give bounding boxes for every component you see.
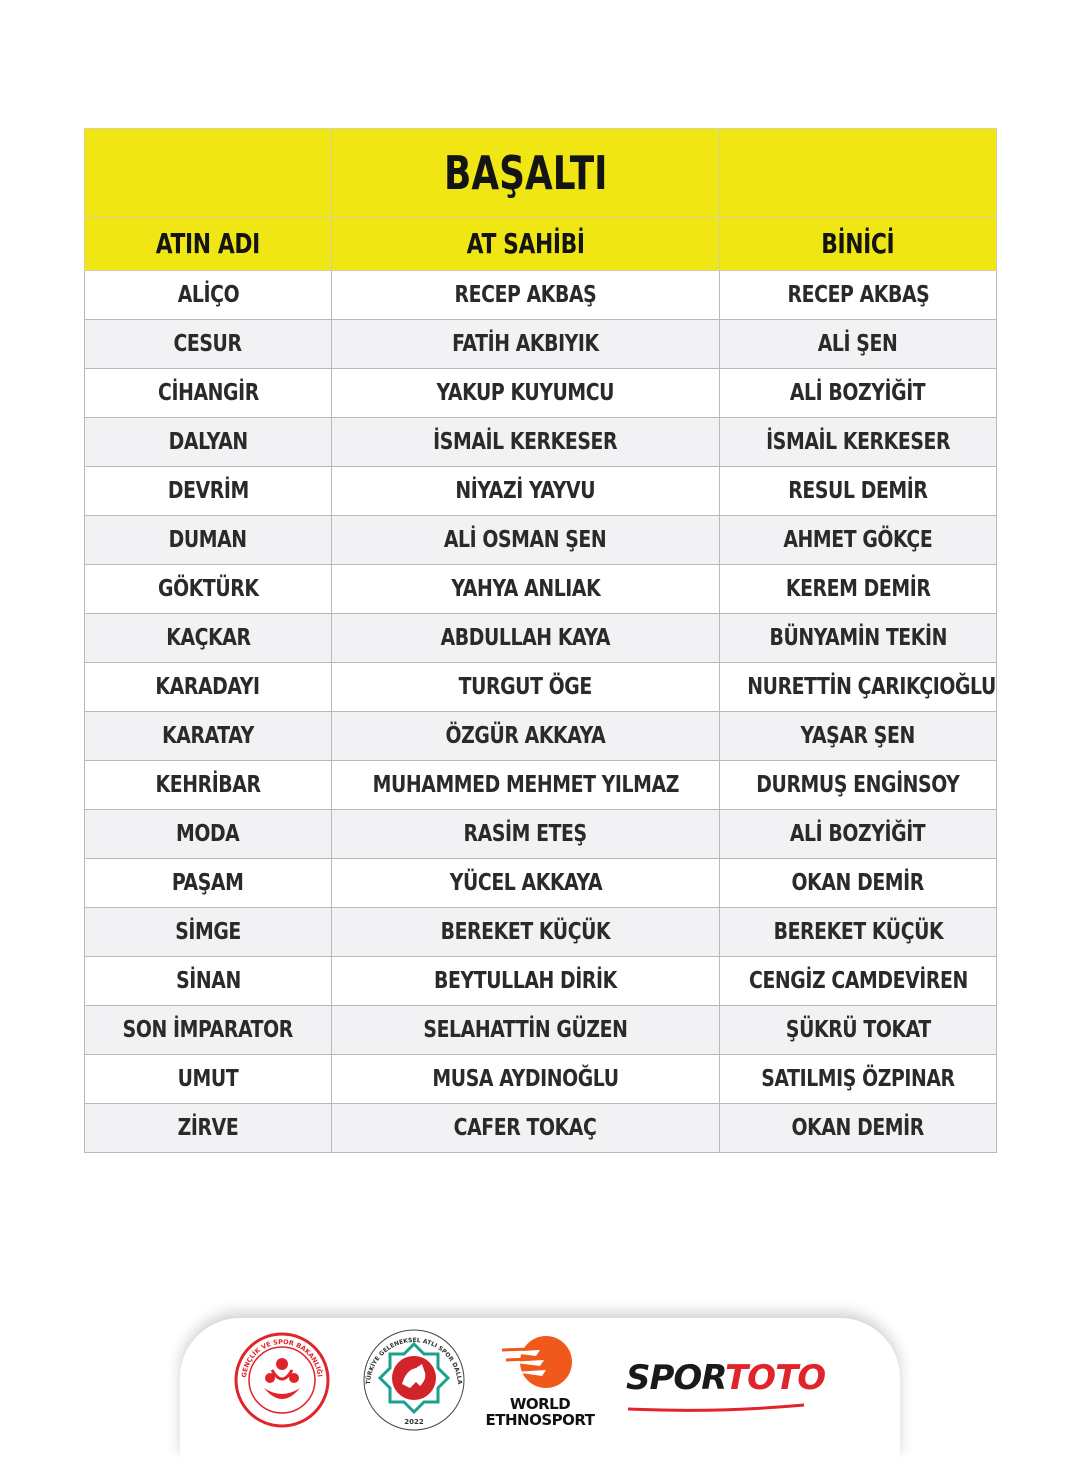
- table-row: [85, 516, 997, 565]
- cell-text: CENGİZ CAMDEVİREN: [748, 968, 968, 994]
- rider-cell: [720, 761, 997, 810]
- sponsor-footer: [180, 1318, 900, 1458]
- federation-horse-logo: [360, 1326, 468, 1442]
- rider-cell: [720, 565, 997, 614]
- cell-text: SATILMIŞ ÖZPINAR: [761, 1066, 955, 1092]
- rider-cell: [720, 1104, 997, 1153]
- cell-text: CİHANGİR: [157, 380, 259, 406]
- table-body: [85, 271, 997, 1153]
- ethnosport-line1: WORLD: [509, 1395, 571, 1413]
- title-cell: [332, 129, 720, 217]
- header-row: [85, 217, 997, 271]
- sportoto-wordmark: [626, 1358, 825, 1398]
- cell-text: TURGUT ÖGE: [458, 674, 593, 700]
- owner-cell: [332, 908, 720, 957]
- horse-name-cell: [85, 663, 332, 712]
- horse-name-cell: [85, 859, 332, 908]
- cell-text: DEVRİM: [167, 478, 249, 504]
- owner-cell: [332, 957, 720, 1006]
- cell-text: RESUL DEMİR: [788, 478, 928, 504]
- cell-text: YÜCEL AKKAYA: [449, 870, 602, 896]
- cell-text: ALİ BOZYİĞİT: [790, 821, 926, 847]
- cell-text: ABDULLAH KAYA: [440, 625, 611, 651]
- owner-cell: [332, 516, 720, 565]
- owner-cell: [332, 271, 720, 320]
- cell-text: NİYAZİ YAYVU: [455, 478, 596, 504]
- table-row: [85, 810, 997, 859]
- table-row: [85, 761, 997, 810]
- table-row: [85, 908, 997, 957]
- rider-cell: [720, 369, 997, 418]
- horse-name-cell: [85, 467, 332, 516]
- cell-text: KAÇKAR: [165, 625, 251, 651]
- column-header-owner: [332, 217, 720, 271]
- cell-text: SON İMPARATOR: [122, 1017, 294, 1043]
- cell-text: KARADAYI: [155, 674, 261, 700]
- title-row: [85, 129, 997, 217]
- column-header-rider: [720, 217, 997, 271]
- horse-name-cell: [85, 565, 332, 614]
- cell-text: İSMAİL KERKESER: [433, 429, 618, 455]
- column-header-label: BİNİCİ: [821, 227, 895, 260]
- owner-cell: [332, 1006, 720, 1055]
- sportoto-swoosh-icon: [626, 1403, 806, 1413]
- rider-cell: [720, 467, 997, 516]
- cell-text: GÖKTÜRK: [157, 576, 259, 602]
- cell-text: ALİ OSMAN ŞEN: [444, 527, 607, 553]
- horse-name-cell: [85, 908, 332, 957]
- cell-text: CESUR: [173, 331, 243, 357]
- cell-text: KARATAY: [162, 723, 254, 749]
- cell-text: RASİM ETEŞ: [463, 821, 588, 847]
- federation-seal-icon: [360, 1326, 468, 1438]
- rider-cell: [720, 663, 997, 712]
- cell-text: BEYTULLAH DİRİK: [434, 968, 617, 994]
- table-row: [85, 467, 997, 516]
- cell-text: DALYAN: [168, 429, 248, 455]
- owner-cell: [332, 614, 720, 663]
- rider-cell: [720, 614, 997, 663]
- owner-cell: [332, 418, 720, 467]
- cell-text: SİNAN: [175, 968, 241, 994]
- cell-text: ŞÜKRÜ TOKAT: [785, 1017, 931, 1043]
- cell-text: BEREKET KÜÇÜK: [440, 919, 611, 945]
- owner-cell: [332, 320, 720, 369]
- svg-text:GENÇLİK VE SPOR BAKANLIĞI: GENÇLİK VE SPOR BAKANLIĞI: [240, 1337, 324, 1379]
- cell-text: RECEP AKBAŞ: [454, 282, 597, 308]
- owner-cell: [332, 565, 720, 614]
- owner-cell: [332, 1104, 720, 1153]
- cell-text: ALİ BOZYİĞİT: [790, 380, 926, 406]
- sportoto-logo: [626, 1358, 825, 1417]
- table-row: [85, 859, 997, 908]
- horse-name-cell: [85, 810, 332, 859]
- horse-name-cell: [85, 320, 332, 369]
- rider-cell: [720, 271, 997, 320]
- cell-text: KEREM DEMİR: [785, 576, 931, 602]
- cell-text: CAFER TOKAÇ: [454, 1115, 597, 1141]
- cell-text: KEHRİBAR: [155, 772, 261, 798]
- horse-name-cell: [85, 1104, 332, 1153]
- cell-text: UMUT: [177, 1066, 239, 1092]
- ministry-seal-icon: [232, 1330, 332, 1430]
- rider-cell: [720, 859, 997, 908]
- table-row: [85, 663, 997, 712]
- table-row: [85, 1055, 997, 1104]
- table-row: [85, 271, 997, 320]
- owner-cell: [332, 467, 720, 516]
- cell-text: DURMUŞ ENGİNSOY: [756, 772, 960, 798]
- federation-year: 2022: [404, 1418, 424, 1426]
- cell-text: FATİH AKBIYIK: [452, 331, 599, 357]
- rider-cell: [720, 320, 997, 369]
- title-cell-empty-left: [85, 129, 332, 217]
- ethnosport-line2: ETHNOSPORT: [485, 1411, 595, 1429]
- table-title: BAŞALTI: [443, 145, 608, 200]
- race-entry-table-container: [84, 128, 996, 1153]
- horse-name-cell: [85, 761, 332, 810]
- owner-cell: [332, 761, 720, 810]
- column-header-label: ATIN ADI: [155, 227, 261, 260]
- cell-text: ZİRVE: [177, 1115, 239, 1141]
- table-row: [85, 712, 997, 761]
- horse-name-cell: [85, 418, 332, 467]
- cell-text: İSMAİL KERKESER: [766, 429, 950, 455]
- cell-text: BEREKET KÜÇÜK: [773, 919, 943, 945]
- rider-cell: [720, 1006, 997, 1055]
- title-cell-empty-right: [720, 129, 997, 217]
- horse-name-cell: [85, 271, 332, 320]
- cell-text: OKAN DEMİR: [791, 1115, 925, 1141]
- table-row: [85, 1104, 997, 1153]
- sportoto-part2: TOTO: [724, 1358, 826, 1398]
- column-header-label: AT SAHİBİ: [466, 227, 585, 260]
- owner-cell: [332, 1055, 720, 1104]
- cell-text: PAŞAM: [172, 870, 244, 896]
- cell-text: DUMAN: [168, 527, 248, 553]
- horse-name-cell: [85, 516, 332, 565]
- cell-text: NURETTİN ÇARIKÇIOĞLU: [747, 674, 996, 700]
- owner-cell: [332, 663, 720, 712]
- owner-cell: [332, 859, 720, 908]
- cell-text: MODA: [176, 821, 240, 847]
- horse-name-cell: [85, 957, 332, 1006]
- cell-text: YAŞAR ŞEN: [800, 723, 916, 749]
- cell-text: MUSA AYDINOĞLU: [432, 1066, 619, 1092]
- cell-text: RECEP AKBAŞ: [787, 282, 929, 308]
- rider-cell: [720, 1055, 997, 1104]
- cell-text: YAHYA ANLIAK: [451, 576, 600, 602]
- table-row: [85, 1006, 997, 1055]
- ethnosport-wordmark: [470, 1396, 610, 1428]
- rider-cell: [720, 908, 997, 957]
- table-row: [85, 957, 997, 1006]
- cell-text: MUHAMMED MEHMET YILMAZ: [372, 772, 679, 798]
- cell-text: SELAHATTİN GÜZEN: [423, 1017, 628, 1043]
- cell-text: YAKUP KUYUMCU: [436, 380, 615, 406]
- horse-name-cell: [85, 1055, 332, 1104]
- cell-text: ALİÇO: [177, 282, 239, 308]
- table-row: [85, 320, 997, 369]
- ethnosport-mark-icon: [500, 1332, 580, 1392]
- rider-cell: [720, 957, 997, 1006]
- rider-cell: [720, 516, 997, 565]
- svg-text:TÜRKİYE GELENEKSEL ATLI SPOR D: TÜRKİYE GELENEKSEL ATLI SPOR DALLA: [364, 1336, 464, 1385]
- horse-name-cell: [85, 712, 332, 761]
- rider-cell: [720, 810, 997, 859]
- owner-cell: [332, 712, 720, 761]
- cell-text: AHMET GÖKÇE: [783, 527, 933, 553]
- table-row: [85, 614, 997, 663]
- column-header-horse-name: [85, 217, 332, 271]
- cell-text: SİMGE: [175, 919, 241, 945]
- horse-name-cell: [85, 614, 332, 663]
- table-row: [85, 565, 997, 614]
- table-row: [85, 369, 997, 418]
- rider-cell: [720, 418, 997, 467]
- table-row: [85, 418, 997, 467]
- cell-text: BÜNYAMİN TEKİN: [769, 625, 947, 651]
- horse-name-cell: [85, 1006, 332, 1055]
- rider-cell: [720, 712, 997, 761]
- race-entry-table: [84, 128, 997, 1153]
- owner-cell: [332, 810, 720, 859]
- cell-text: ÖZGÜR AKKAYA: [445, 723, 606, 749]
- cell-text: OKAN DEMİR: [791, 870, 925, 896]
- world-ethnosport-logo: [470, 1332, 610, 1428]
- owner-cell: [332, 369, 720, 418]
- cell-text: ALİ ŞEN: [818, 331, 898, 357]
- ministry-youth-sports-logo: [232, 1330, 332, 1434]
- sportoto-part1: SPOR: [626, 1358, 725, 1398]
- horse-name-cell: [85, 369, 332, 418]
